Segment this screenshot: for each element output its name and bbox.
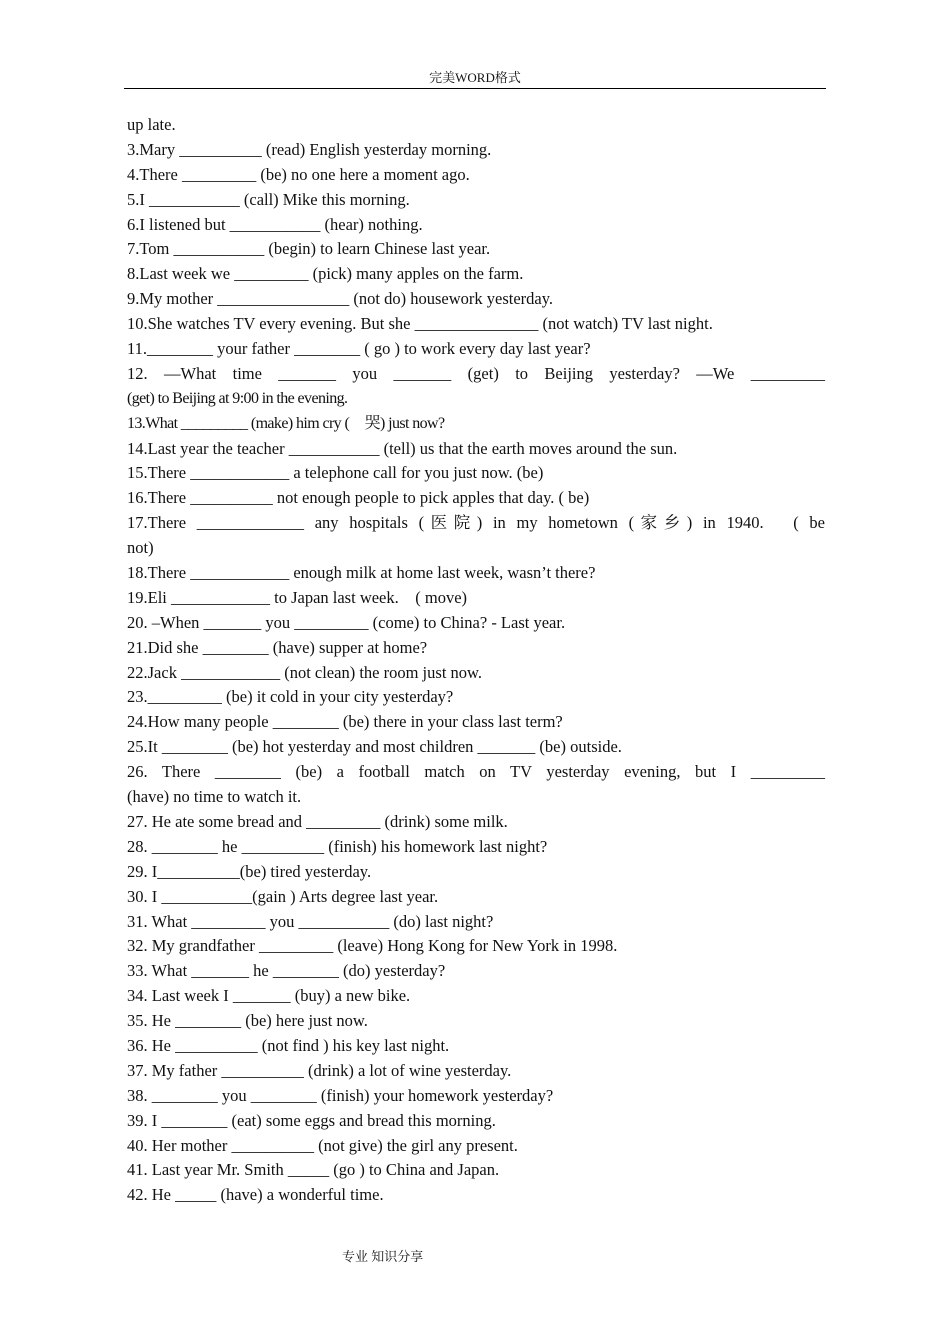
exercise-line: 5.I ___________ (call) Mike this morning.: [127, 189, 410, 209]
header-title: 完美WORD格式: [429, 70, 521, 85]
exercise-line: 9.My mother ________________ (not do) housework yesterday.: [127, 289, 554, 309]
exercise-line: 39. I ________ (eat) some eggs and bread this morning.: [127, 1110, 496, 1130]
header-rule: [124, 88, 826, 89]
exercise-line: 26. There ________ (be) a football match on TV yesterday evening, but I _________: [127, 762, 825, 782]
exercise-line: 13.What _________ (make) him cry ( 哭) just now?: [127, 414, 445, 432]
footer-text: 专业 知识分享: [342, 1249, 424, 1264]
exercise-line: 8.Last week we _________ (pick) many apples on the farm.: [127, 264, 524, 284]
exercise-line: 40. Her mother __________ (not give) the girl any present.: [127, 1135, 518, 1155]
exercise-line: 7.Tom ___________ (begin) to learn Chinese last year.: [127, 239, 491, 259]
exercise-line: 10.She watches TV every evening. But she _______________ (not watch) TV last night.: [127, 314, 713, 334]
exercise-line: 30. I ___________(gain ) Arts degree last year.: [127, 886, 439, 906]
exercise-line: 17.There _____________ any hospitals (医院) in my hometown (家乡) in 1940. ( be: [127, 513, 825, 533]
exercise-line: 18.There ____________ enough milk at home last week, wasn’t there?: [127, 563, 596, 583]
exercise-line: 36. He __________ (not find ) his key last night.: [127, 1035, 450, 1055]
exercise-line: 34. Last week I _______ (buy) a new bike.: [127, 986, 411, 1006]
exercise-line: 11.________ your father ________ ( go ) to work every day last year?: [127, 339, 591, 359]
exercise-line: 24.How many people ________ (be) there in your class last term?: [127, 712, 563, 732]
exercise-line: 19.Eli ____________ to Japan last week. ( move): [127, 587, 468, 607]
exercise-line: 37. My father __________ (drink) a lot of wine yesterday.: [127, 1060, 512, 1080]
exercise-line: 20. –When _______ you _________ (come) to China? - Last year.: [127, 612, 566, 632]
exercise-line: (have) no time to watch it.: [127, 787, 302, 807]
exercise-line: 3.Mary __________ (read) English yesterday morning.: [127, 139, 492, 159]
exercise-line: 6.I listened but ___________ (hear) nothing.: [127, 214, 423, 234]
exercise-line: 15.There ____________ a telephone call for you just now. (be): [127, 463, 544, 483]
exercise-line: up late.: [127, 115, 176, 134]
page-header: [124, 68, 826, 88]
exercise-line: (get) to Beijing at 9:00 in the evening.: [127, 389, 348, 407]
exercise-line: 25.It ________ (be) hot yesterday and most children _______ (be) outside.: [127, 737, 622, 757]
exercise-line: 27. He ate some bread and _________ (drink) some milk.: [127, 811, 508, 831]
exercise-line: 29. I__________(be) tired yesterday.: [127, 861, 372, 881]
exercise-line: 22.Jack ____________ (not clean) the room just now.: [127, 662, 482, 682]
exercise-line: 12. —What time _______ you _______ (get) to Beijing yesterday? —We _________: [127, 363, 825, 383]
exercise-line: 28. ________ he __________ (finish) his homework last night?: [127, 836, 548, 856]
page-footer: [342, 1248, 423, 1266]
exercise-line: 42. He _____ (have) a wonderful time.: [127, 1185, 384, 1205]
exercise-content: [127, 113, 825, 1208]
exercise-line: 33. What _______ he ________ (do) yesterday?: [127, 961, 446, 981]
exercise-line: 14.Last year the teacher ___________ (tell) us that the earth moves around the sun.: [127, 438, 678, 458]
exercise-line: 41. Last year Mr. Smith _____ (go ) to China and Japan.: [127, 1160, 500, 1180]
exercise-line: 31. What _________ you ___________ (do) last night?: [127, 911, 494, 931]
exercise-line: 16.There __________ not enough people to pick apples that day. ( be): [127, 488, 590, 508]
exercise-line: not): [127, 538, 154, 558]
exercise-line: 21.Did she ________ (have) supper at home?: [127, 637, 428, 657]
exercise-line: 4.There _________ (be) no one here a moment ago.: [127, 164, 470, 184]
exercise-line: 23._________ (be) it cold in your city yesterday?: [127, 687, 454, 707]
exercise-line: 32. My grandfather _________ (leave) Hong Kong for New York in 1998.: [127, 936, 618, 956]
exercise-line: 35. He ________ (be) here just now.: [127, 1011, 368, 1031]
exercise-line: 38. ________ you ________ (finish) your homework yesterday?: [127, 1085, 554, 1105]
